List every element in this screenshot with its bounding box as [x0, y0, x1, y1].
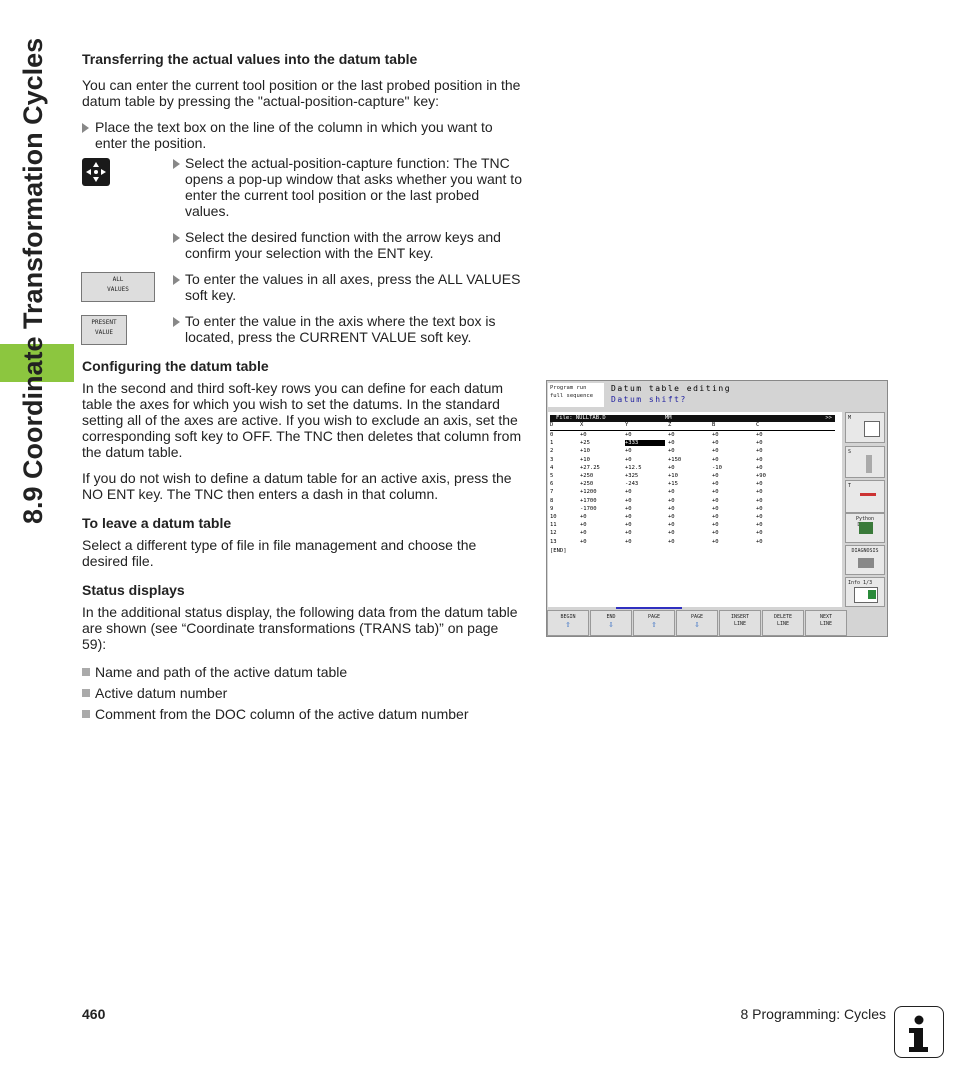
table-cell: 6	[550, 481, 554, 488]
step-confirm-ent	[173, 229, 523, 261]
table-cell: +0	[580, 522, 587, 529]
section-heading-configure: Configuring the datum table	[82, 358, 269, 374]
status-list	[82, 662, 468, 725]
screen-title-box	[608, 383, 845, 407]
section-para-configure-1: In the second and third soft-key rows you can define for each datum table the axes for which you wish to set the datums. In the standard setting all of the axes are active. If you wish to exclude an axis, set the corresponding soft key to OFF. The TNC then deletes that column from the datum table.	[82, 380, 522, 460]
actual-position-capture-key-icon	[82, 158, 110, 186]
table-cell: +0	[712, 481, 719, 488]
table-cell: +250	[580, 481, 594, 488]
screen-softkey-row	[546, 610, 888, 637]
panel-label: T	[848, 483, 852, 489]
table-cell: 2	[550, 448, 554, 455]
bullet-square-icon	[82, 668, 90, 676]
column-header: B	[712, 422, 716, 428]
table-cell: -10	[712, 464, 722, 471]
table-cell: +0	[668, 530, 675, 537]
spindle-icon	[866, 455, 872, 473]
list-item-text: Active datum number	[95, 685, 228, 701]
table-cell: +0	[625, 456, 632, 463]
table-cell: 9	[550, 505, 554, 512]
panel-label: M	[848, 415, 852, 421]
table-cell: 4	[550, 464, 554, 471]
table-cell: -1700	[580, 505, 597, 512]
table-cell: -243	[625, 481, 639, 488]
mode-line: Program run	[550, 385, 587, 391]
panel-button-python	[845, 513, 885, 543]
bullet-square-icon	[82, 710, 90, 718]
table-cell: 12	[550, 530, 557, 537]
table-cell: +15	[668, 481, 678, 488]
step-arrow-icon	[173, 233, 180, 243]
panel-label: Python	[855, 516, 875, 522]
table-cell: +0	[668, 538, 675, 545]
list-item-text: Comment from the DOC column of the active datum number	[95, 706, 469, 722]
all-values-softkey	[81, 272, 155, 302]
footer-chapter: 8 Programming: Cycles	[740, 1006, 886, 1022]
panel-button-m	[845, 412, 885, 443]
panel-button-s	[845, 446, 885, 478]
table-cell: +0	[668, 489, 675, 496]
table-cell: 11	[550, 522, 557, 529]
step-arrow-icon	[82, 123, 89, 133]
step-place-textbox	[82, 119, 522, 151]
table-cell: +0	[580, 538, 587, 545]
table-cell: +0	[625, 497, 632, 504]
table-cell: +0	[668, 448, 675, 455]
table-cell: +0	[625, 530, 632, 537]
table-cell: +0	[712, 538, 719, 545]
table-cell: +0	[712, 456, 719, 463]
softkey-begin: BEGIN ⇧	[547, 610, 589, 636]
table-cell: +0	[668, 432, 675, 438]
table-header-row	[550, 422, 835, 431]
step-text: To enter the values in all axes, press the ALL VALUES soft key.	[185, 271, 521, 303]
table-cell: +1200	[580, 489, 597, 496]
section-para-transfer: You can enter the current tool position or the last probed position in the datum table by pressing the "actual-position-capture" key:	[82, 77, 521, 109]
screen-mode-box	[548, 383, 604, 407]
step-arrow-icon	[173, 317, 180, 327]
table-cell: +325	[625, 473, 639, 479]
softkey-line: PRESENT	[91, 319, 117, 326]
tool-icon	[860, 493, 876, 496]
step-current-value	[173, 313, 523, 345]
table-cell: +0	[668, 514, 675, 520]
python-icon	[859, 522, 873, 534]
table-cell: +0	[756, 432, 763, 438]
table-cell: +0	[756, 505, 763, 512]
section-para-configure-2: If you do not wish to define a datum table for an active axis, press the NO ENT key. The TNC then enters a dash in that column.	[82, 470, 512, 502]
table-cell: +0	[580, 432, 587, 438]
table-cell: +0	[712, 432, 719, 438]
chapter-side-title	[18, 37, 64, 524]
machine-icon	[864, 421, 880, 437]
table-cell: +0	[712, 505, 719, 512]
file-bar	[550, 415, 835, 422]
table-cell: 13	[550, 538, 557, 545]
step-text: Place the text box on the line of the column in which you want to enter the position.	[95, 119, 493, 151]
table-cell: +0	[625, 432, 632, 438]
table-cell: +0	[756, 489, 763, 496]
step-all-values	[173, 271, 523, 303]
column-header: X	[580, 422, 584, 428]
table-cell: 3	[550, 456, 554, 463]
mode-line: full sequence	[550, 393, 594, 399]
table-cell: +0	[756, 448, 763, 455]
softkey-insert-line: INSERT LINE	[719, 610, 761, 636]
table-cell: +27.25	[580, 464, 600, 471]
table-cell: +0	[756, 456, 763, 463]
table-cell: +0	[712, 489, 719, 496]
table-cell: 10	[550, 514, 557, 520]
table-cell: +0	[712, 522, 719, 529]
table-cell: +1700	[580, 497, 597, 504]
softkey-line: ALL	[112, 276, 124, 283]
table-cell: +150	[668, 456, 682, 463]
step-text: To enter the value in the axis where the text box is located, press the CURRENT VALUE soft key.	[185, 313, 496, 345]
column-header: Y	[625, 422, 629, 428]
info-icon	[854, 587, 878, 603]
step-arrow-icon	[173, 275, 180, 285]
table-cell: +0	[756, 538, 763, 545]
table-cell: +0	[668, 522, 675, 529]
table-cell: +0	[756, 514, 763, 520]
table-cell: +0	[625, 514, 632, 520]
table-cell: +333	[625, 440, 665, 446]
column-header: D	[550, 422, 554, 428]
file-name: File: NULLTAB.D	[556, 415, 606, 421]
panel-label: DIAGNOSIS	[851, 548, 879, 554]
table-cell: 5	[550, 473, 554, 479]
softkey-end: END ⇩	[590, 610, 632, 636]
diagnosis-icon	[858, 558, 874, 568]
table-cell: +0	[756, 440, 763, 447]
section-heading-leave: To leave a datum table	[82, 515, 232, 531]
column-header: C	[756, 422, 760, 428]
table-cell: 7	[550, 489, 554, 496]
table-cell: +0	[756, 522, 763, 529]
table-cell: 1	[550, 440, 554, 447]
list-item-text: Name and path of the active datum table	[95, 664, 348, 680]
table-cell: +90	[756, 473, 766, 479]
table-cell: +250	[580, 473, 594, 479]
table-cell: +10	[668, 473, 678, 479]
table-cell: +10	[580, 456, 590, 463]
table-cell: +0	[668, 440, 675, 447]
chapter-side-title-text: 8.9 Coordinate Transformation Cycles	[18, 37, 48, 524]
list-item	[82, 662, 468, 683]
table-cell: +10	[580, 448, 590, 455]
softkey-page-up: PAGE ⇧	[633, 610, 675, 636]
scroll-right-icon: >>	[825, 415, 832, 421]
step-arrow-icon	[173, 159, 180, 169]
panel-button-t	[845, 480, 885, 513]
softkey-line: VALUES	[107, 286, 129, 293]
present-value-softkey	[81, 315, 127, 345]
datum-table	[548, 412, 842, 607]
page-number: 460	[82, 1006, 106, 1022]
panel-label: Info 1/3	[848, 580, 873, 586]
table-cell: +0	[756, 497, 763, 504]
table-cell: +0	[756, 530, 763, 537]
table-cell: +0	[712, 440, 719, 447]
table-cell: +12.5	[625, 464, 642, 471]
softkey-next-line: NEXT LINE	[805, 610, 847, 636]
table-cell: +0	[625, 448, 632, 455]
table-cell: +0	[712, 448, 719, 455]
unit-label: MM	[665, 415, 672, 421]
softkey-delete-line: DELETE LINE	[762, 610, 804, 636]
step-text: Select the desired function with the arrow keys and confirm your selection with the ENT key.	[185, 229, 501, 261]
table-cell: +0	[712, 514, 719, 520]
table-cell: +0	[668, 497, 675, 504]
screen-prompt: Datum shift?	[611, 395, 687, 404]
table-cell: +0	[625, 522, 632, 529]
end-label: [END]	[550, 548, 567, 554]
section-para-leave: Select a different type of file in file management and choose the desired file.	[82, 537, 477, 569]
table-cell: +25	[580, 440, 590, 447]
list-item	[82, 704, 468, 725]
bullet-square-icon	[82, 689, 90, 697]
table-cell: 8	[550, 497, 554, 504]
table-cell: +0	[625, 489, 632, 496]
softkey-page-down: PAGE ⇩	[676, 610, 718, 636]
table-cell: +0	[756, 481, 763, 488]
section-para-status: In the additional status display, the following data from the datum table are shown (see “Coordinate transformations (TRANS tab)” on page 59):	[82, 604, 518, 652]
scroll-indicator	[616, 607, 682, 609]
softkey-line: VALUE	[94, 329, 114, 336]
panel-button-info	[845, 577, 885, 607]
table-cell: +0	[756, 464, 763, 471]
table-cell: +0	[625, 505, 632, 512]
table-cell: 0	[550, 432, 554, 438]
column-header: Z	[668, 422, 672, 428]
info-icon	[894, 1006, 944, 1058]
panel-label: S	[848, 449, 852, 455]
table-cell: +0	[712, 473, 719, 479]
table-cell: +0	[712, 497, 719, 504]
table-cell: +0	[712, 530, 719, 537]
table-cell: +0	[580, 514, 587, 520]
screen-right-panel	[843, 409, 887, 607]
section-heading-transfer: Transferring the actual values into the datum table	[82, 51, 418, 67]
section-heading-status: Status displays	[82, 582, 185, 598]
table-cell: +0	[580, 530, 587, 537]
table-cell: +0	[625, 538, 632, 545]
step-select-capture	[173, 155, 523, 219]
step-text: Select the actual-position-capture function: The TNC opens a pop-up window that asks whether you want to enter the current tool position or the last probed values.	[185, 155, 522, 219]
panel-button-diagnosis	[845, 545, 885, 575]
table-cell: +0	[668, 464, 675, 471]
table-cell: +0	[668, 505, 675, 512]
screen-title: Datum table editing	[611, 384, 732, 393]
list-item	[82, 683, 468, 704]
